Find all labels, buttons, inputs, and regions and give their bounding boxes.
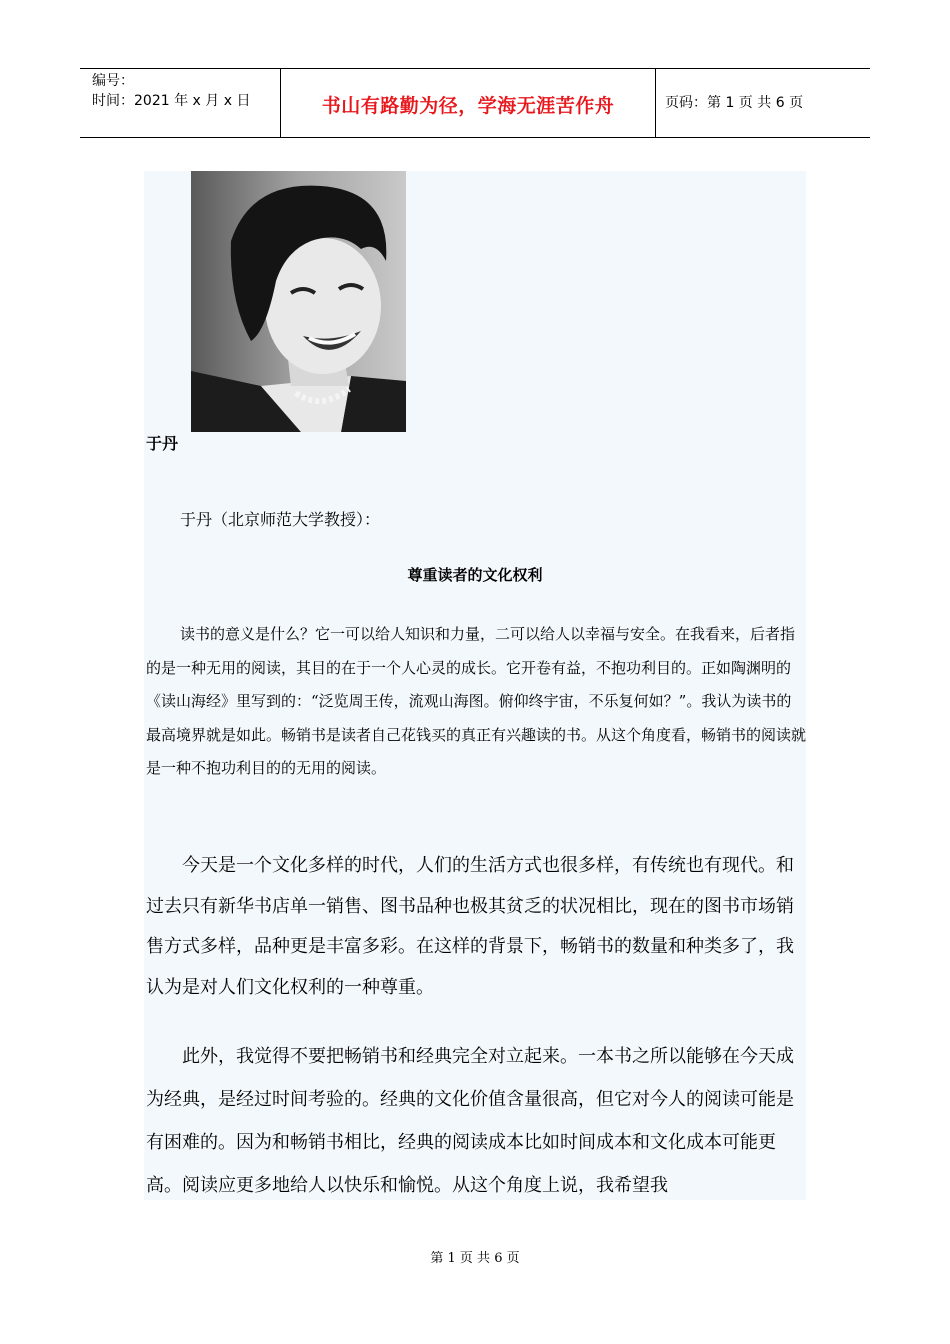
document-time-label: 时间：2021 年 x 月 x 日 — [92, 93, 251, 109]
page-bottom-mask — [144, 1200, 806, 1230]
header-meta-cell — [80, 69, 280, 137]
header-page-info: 页码：第 1 页 共 6 页 — [665, 95, 804, 111]
document-header — [80, 68, 870, 138]
document-number-label: 编号： — [92, 73, 134, 89]
photo-caption: 于丹 — [146, 434, 179, 453]
article-title: 尊重读者的文化权利 — [407, 566, 543, 584]
header-motto-cell — [280, 69, 656, 137]
portrait-photo — [191, 171, 406, 432]
article-paragraph-3: 此外，我觉得不要把畅销书和经典完全对立起来。一本书之所以能够在今天成为经典，是经过时间考验的。经典的文化价值含量很高，但它对今人的阅读可能是有困难的。因为和畅销书相比，经典的阅读成本比如时间成本和文化成本可能更高。阅读应更多地给人以快乐和愉悦。从这个角度上说，我希望我 — [146, 1046, 794, 1196]
article-paragraph-1: 读书的意义是什么？它一可以给人知识和力量，二可以给人以幸福与安全。在我看来，后者指的是一种无用的阅读，其目的在于一个人心灵的成长。它开卷有益，不抱功利目的。正如陶渊明的《读山海经》里写到的：“泛览周王传，流观山海图。俯仰终宇宙，不乐复何如？”。我认为读书的最高境界就是如此。畅销书是读者自己花钱买的真正有兴趣读的书。从这个角度看，畅销书的阅读就是一种不抱功利目的的无用的阅读。 — [146, 625, 807, 777]
page-footer: 第 1 页 共 6 页 — [430, 1251, 520, 1266]
article-intro: 于丹（北京师范大学教授）： — [180, 510, 381, 529]
header-page-cell — [655, 69, 870, 137]
header-motto: 书山有路勤为径，学海无涯苦作舟 — [321, 95, 615, 117]
article-paragraph-2: 今天是一个文化多样的时代，人们的生活方式也很多样，有传统也有现代。和过去只有新华书店单一销售、图书品种也极其贫乏的状况相比，现在的图书市场销售方式多样，品种更是丰富多彩。在这样的背景下，畅销书的数量和种类多了，我认为是对人们文化权利的一种尊重。 — [146, 855, 794, 998]
